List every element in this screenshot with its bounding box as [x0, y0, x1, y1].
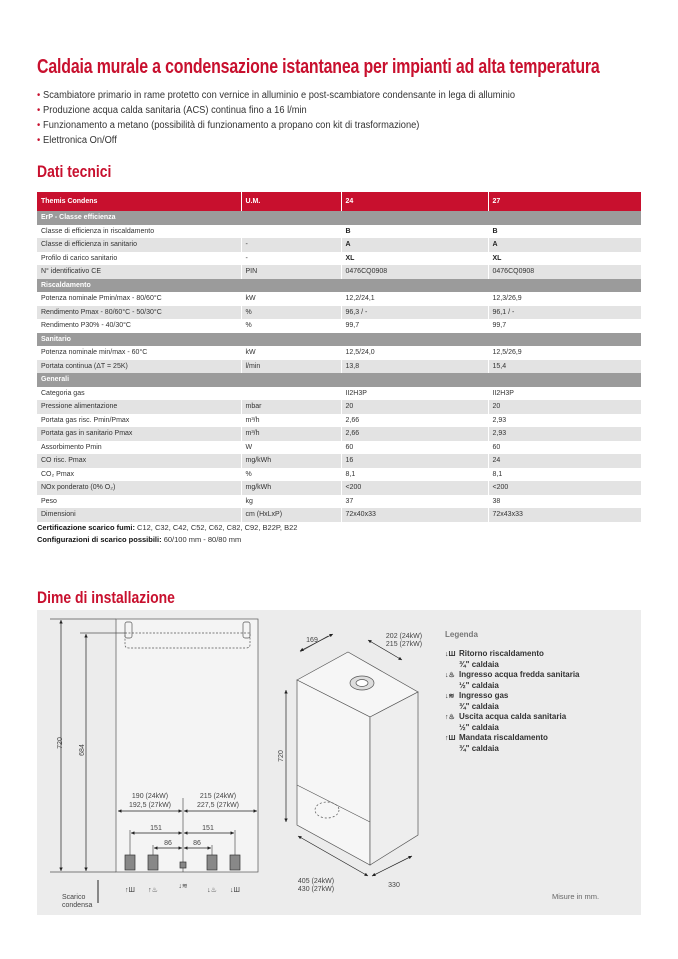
dim-720: 720	[57, 737, 64, 749]
legend-item	[445, 733, 580, 744]
legend-label: Ingresso acqua fredda sanitaria	[459, 670, 580, 679]
value-24-cell: <200	[341, 481, 488, 495]
column-header: 27	[488, 192, 641, 211]
page-title: Caldaia murale a condensazione istantanea per impianti ad alta temperatura	[37, 56, 600, 78]
param-cell: Rendimento Pmax - 80/60°C - 50/30°C	[37, 306, 241, 320]
bullet-icon: •	[37, 105, 41, 116]
bullet-icon: •	[37, 135, 41, 146]
param-cell: CO₂ Pmax	[37, 468, 241, 482]
value-24-cell: 12,5/24,0	[341, 346, 488, 360]
unit-cell: kg	[241, 495, 341, 509]
table-header-row	[37, 192, 641, 211]
dim-86-right: 86	[193, 840, 201, 847]
value-27-cell: 99,7	[488, 319, 641, 333]
legend-sub: ½" caldaia	[459, 681, 499, 690]
param-cell: N° identificativo CE	[37, 265, 241, 279]
feature-text: Funzionamento a metano (possibilità di funzionamento a propano con kit di trasformazione)	[43, 120, 420, 131]
value-27-cell: XL	[488, 252, 641, 266]
dim-86-left: 86	[164, 840, 172, 847]
value-24-cell: A	[341, 238, 488, 252]
unit-cell: mbar	[241, 400, 341, 414]
legend-item	[445, 649, 580, 660]
front-view-drawing	[50, 619, 258, 903]
feature-item	[37, 133, 515, 148]
cert-value: C12, C32, C42, C52, C62, C82, C92, B22P, B22	[134, 523, 298, 532]
param-cell: Profilo di carico sanitario	[37, 252, 241, 266]
unit-cell	[241, 225, 341, 239]
unit-cell: m³/h	[241, 414, 341, 428]
section-label: Sanitario	[37, 333, 641, 347]
value-27-cell: B	[488, 225, 641, 239]
table-row	[37, 252, 641, 266]
value-27-cell: 15,4	[488, 360, 641, 374]
legend-label: Uscita acqua calda sanitaria	[459, 712, 567, 721]
value-27-cell: 0476CQ0908	[488, 265, 641, 279]
value-24-cell: XL	[341, 252, 488, 266]
value-24-cell: 99,7	[341, 319, 488, 333]
value-27-cell: A	[488, 238, 641, 252]
legend-sub: ¾" caldaia	[459, 660, 499, 669]
dim-left-24: 190 (24kW)	[131, 793, 169, 800]
param-cell: Classe di efficienza in sanitario	[37, 238, 241, 252]
fitting-icon: ↑♨	[445, 714, 455, 721]
value-27-cell: 96,1 / -	[488, 306, 641, 320]
section-label: ErP - Classe efficienza	[37, 211, 641, 225]
dim-right-24: 215 (24kW)	[199, 793, 237, 800]
scarico-label-2: condensa	[62, 902, 93, 909]
cold-water-in-icon: ↓♨	[207, 887, 217, 894]
config-label: Configurazioni di scarico possibili:	[37, 535, 162, 544]
value-24-cell: 72x40x33	[341, 508, 488, 522]
table-row	[37, 360, 641, 374]
feature-item	[37, 88, 515, 103]
param-cell: NOx ponderato (0% O₂)	[37, 481, 241, 495]
feature-text: Elettronica On/Off	[43, 135, 117, 146]
flow-heating-icon: ↑Ш	[125, 887, 135, 894]
value-24-cell: 13,8	[341, 360, 488, 374]
legend-sub: ¾" caldaia	[459, 702, 499, 711]
unit-cell: %	[241, 306, 341, 320]
legend-item	[445, 691, 580, 702]
feature-list	[37, 88, 551, 148]
fitting-icon: ↓≋	[445, 693, 455, 700]
dim-151-right: 151	[202, 825, 214, 832]
legend-item	[445, 670, 580, 681]
dim-684: 684	[79, 744, 86, 756]
value-24-cell: 37	[341, 495, 488, 509]
table-row	[37, 508, 641, 522]
param-cell: Dimensioni	[37, 508, 241, 522]
value-27-cell: 12,3/26,9	[488, 292, 641, 306]
units-note: Misure in mm.	[552, 892, 600, 901]
param-cell: Portata gas in sanitario Pmax	[37, 427, 241, 441]
param-cell: Assorbimento Pmin	[37, 441, 241, 455]
legend-item	[445, 712, 580, 723]
iso-depth-27: 215 (27kW)	[385, 641, 423, 648]
unit-cell: kW	[241, 346, 341, 360]
param-cell: Peso	[37, 495, 241, 509]
value-27-cell: 8,1	[488, 468, 641, 482]
cert-note	[37, 523, 297, 532]
column-header: U.M.	[241, 192, 341, 211]
isometric-view-drawing	[286, 634, 418, 876]
section-label: Generali	[37, 373, 641, 387]
feature-item	[37, 118, 515, 133]
column-header: Themis Condens	[37, 192, 241, 211]
column-header: 24	[341, 192, 488, 211]
value-24-cell: II2H3P	[341, 387, 488, 401]
table-row	[37, 387, 641, 401]
value-24-cell: 8,1	[341, 468, 488, 482]
unit-cell: %	[241, 319, 341, 333]
dim-right-27: 227,5 (27kW)	[196, 802, 240, 809]
value-27-cell: 24	[488, 454, 641, 468]
bullet-icon: •	[37, 90, 41, 101]
table-row	[37, 319, 641, 333]
legend	[445, 630, 580, 754]
value-24-cell: 0476CQ0908	[341, 265, 488, 279]
param-cell: CO risc. Pmax	[37, 454, 241, 468]
param-cell: Portata continua (ΔT = 25K)	[37, 360, 241, 374]
unit-cell: PIN	[241, 265, 341, 279]
unit-cell: kW	[241, 292, 341, 306]
feature-text: Scambiatore primario in rame protetto con vernice in alluminio e post-scambiatore condensante in lega di alluminio	[43, 90, 516, 101]
value-27-cell: 2,93	[488, 414, 641, 428]
table-row	[37, 238, 641, 252]
table-row	[37, 481, 641, 495]
table-section-row	[37, 279, 641, 293]
value-27-cell: 72x43x33	[488, 508, 641, 522]
feature-item	[37, 103, 515, 118]
fitting-icon: ↑Ш	[445, 735, 456, 742]
param-cell: Portata gas risc. Pmin/Pmax	[37, 414, 241, 428]
iso-dim-330: 330	[388, 882, 400, 889]
legend-label: Ritorno riscaldamento	[459, 649, 544, 658]
dim-151-left: 151	[150, 825, 162, 832]
unit-cell: W	[241, 441, 341, 455]
fitting-icon: ↓Ш	[445, 651, 456, 658]
spec-section-title: Dati tecnici	[37, 162, 112, 181]
param-cell: Classe di efficienza in riscaldamento	[37, 225, 241, 239]
unit-cell: -	[241, 238, 341, 252]
table-row	[37, 441, 641, 455]
param-cell: Potenza nominale Pmin/max - 80/60°C	[37, 292, 241, 306]
table-row	[37, 225, 641, 239]
iso-dim-169: 169	[306, 637, 318, 644]
value-24-cell: 96,3 / -	[341, 306, 488, 320]
table-row	[37, 265, 641, 279]
table-row	[37, 454, 641, 468]
cert-label: Certificazione scarico fumi:	[37, 523, 135, 532]
legend-label: Mandata riscaldamento	[459, 733, 548, 742]
table-row	[37, 292, 641, 306]
hot-water-out-icon: ↑♨	[148, 887, 158, 894]
unit-cell: -	[241, 252, 341, 266]
unit-cell	[241, 387, 341, 401]
iso-dim-720: 720	[278, 750, 285, 762]
table-row	[37, 306, 641, 320]
legend-title: Legenda	[445, 630, 478, 639]
table-row	[37, 346, 641, 360]
value-27-cell: 60	[488, 441, 641, 455]
table-section-row	[37, 211, 641, 225]
iso-width-24: 405 (24kW)	[297, 878, 335, 885]
fitting-icons	[125, 883, 240, 894]
unit-cell: mg/kWh	[241, 454, 341, 468]
table-row	[37, 414, 641, 428]
unit-cell: cm (HxLxP)	[241, 508, 341, 522]
config-value: 60/100 mm - 80/80 mm	[161, 535, 242, 544]
feature-text: Produzione acqua calda sanitaria (ACS) continua fino a 16 l/min	[43, 105, 307, 116]
value-27-cell: 2,93	[488, 427, 641, 441]
table-row	[37, 427, 641, 441]
value-27-cell: 20	[488, 400, 641, 414]
scarico-label-1: Scarico	[62, 894, 86, 901]
gas-in-icon: ↓≋	[178, 883, 188, 890]
install-section-title: Dime di installazione	[37, 588, 175, 607]
value-24-cell: 12,2/24,1	[341, 292, 488, 306]
fitting-icon: ↓♨	[445, 672, 455, 679]
iso-width-27: 430 (27kW)	[297, 886, 335, 893]
value-24-cell: 2,66	[341, 414, 488, 428]
legend-sub: ¾" caldaia	[459, 744, 499, 753]
param-cell: Categoria gas	[37, 387, 241, 401]
spec-table	[37, 192, 642, 522]
unit-cell: %	[241, 468, 341, 482]
iso-depth-24: 202 (24kW)	[385, 633, 423, 640]
param-cell: Potenza nominale min/max - 60°C	[37, 346, 241, 360]
legend-label: Ingresso gas	[459, 691, 509, 700]
param-cell: Rendimento P30% - 40/30°C	[37, 319, 241, 333]
legend-sub: ½" caldaia	[459, 723, 499, 732]
table-section-row	[37, 333, 641, 347]
dim-left-27: 192,5 (27kW)	[128, 802, 172, 809]
unit-cell: l/min	[241, 360, 341, 374]
table-row	[37, 495, 641, 509]
value-27-cell: <200	[488, 481, 641, 495]
value-27-cell: 12,5/26,9	[488, 346, 641, 360]
table-row	[37, 468, 641, 482]
section-label: Riscaldamento	[37, 279, 641, 293]
table-section-row	[37, 373, 641, 387]
config-note	[37, 535, 241, 544]
unit-cell: m³/h	[241, 427, 341, 441]
value-24-cell: B	[341, 225, 488, 239]
unit-cell: mg/kWh	[241, 481, 341, 495]
value-27-cell: II2H3P	[488, 387, 641, 401]
value-24-cell: 16	[341, 454, 488, 468]
value-24-cell: 60	[341, 441, 488, 455]
value-24-cell: 2,66	[341, 427, 488, 441]
value-27-cell: 38	[488, 495, 641, 509]
return-heating-icon: ↓Ш	[230, 887, 240, 894]
bullet-icon: •	[37, 120, 41, 131]
value-24-cell: 20	[341, 400, 488, 414]
table-row	[37, 400, 641, 414]
param-cell: Pressione alimentazione	[37, 400, 241, 414]
